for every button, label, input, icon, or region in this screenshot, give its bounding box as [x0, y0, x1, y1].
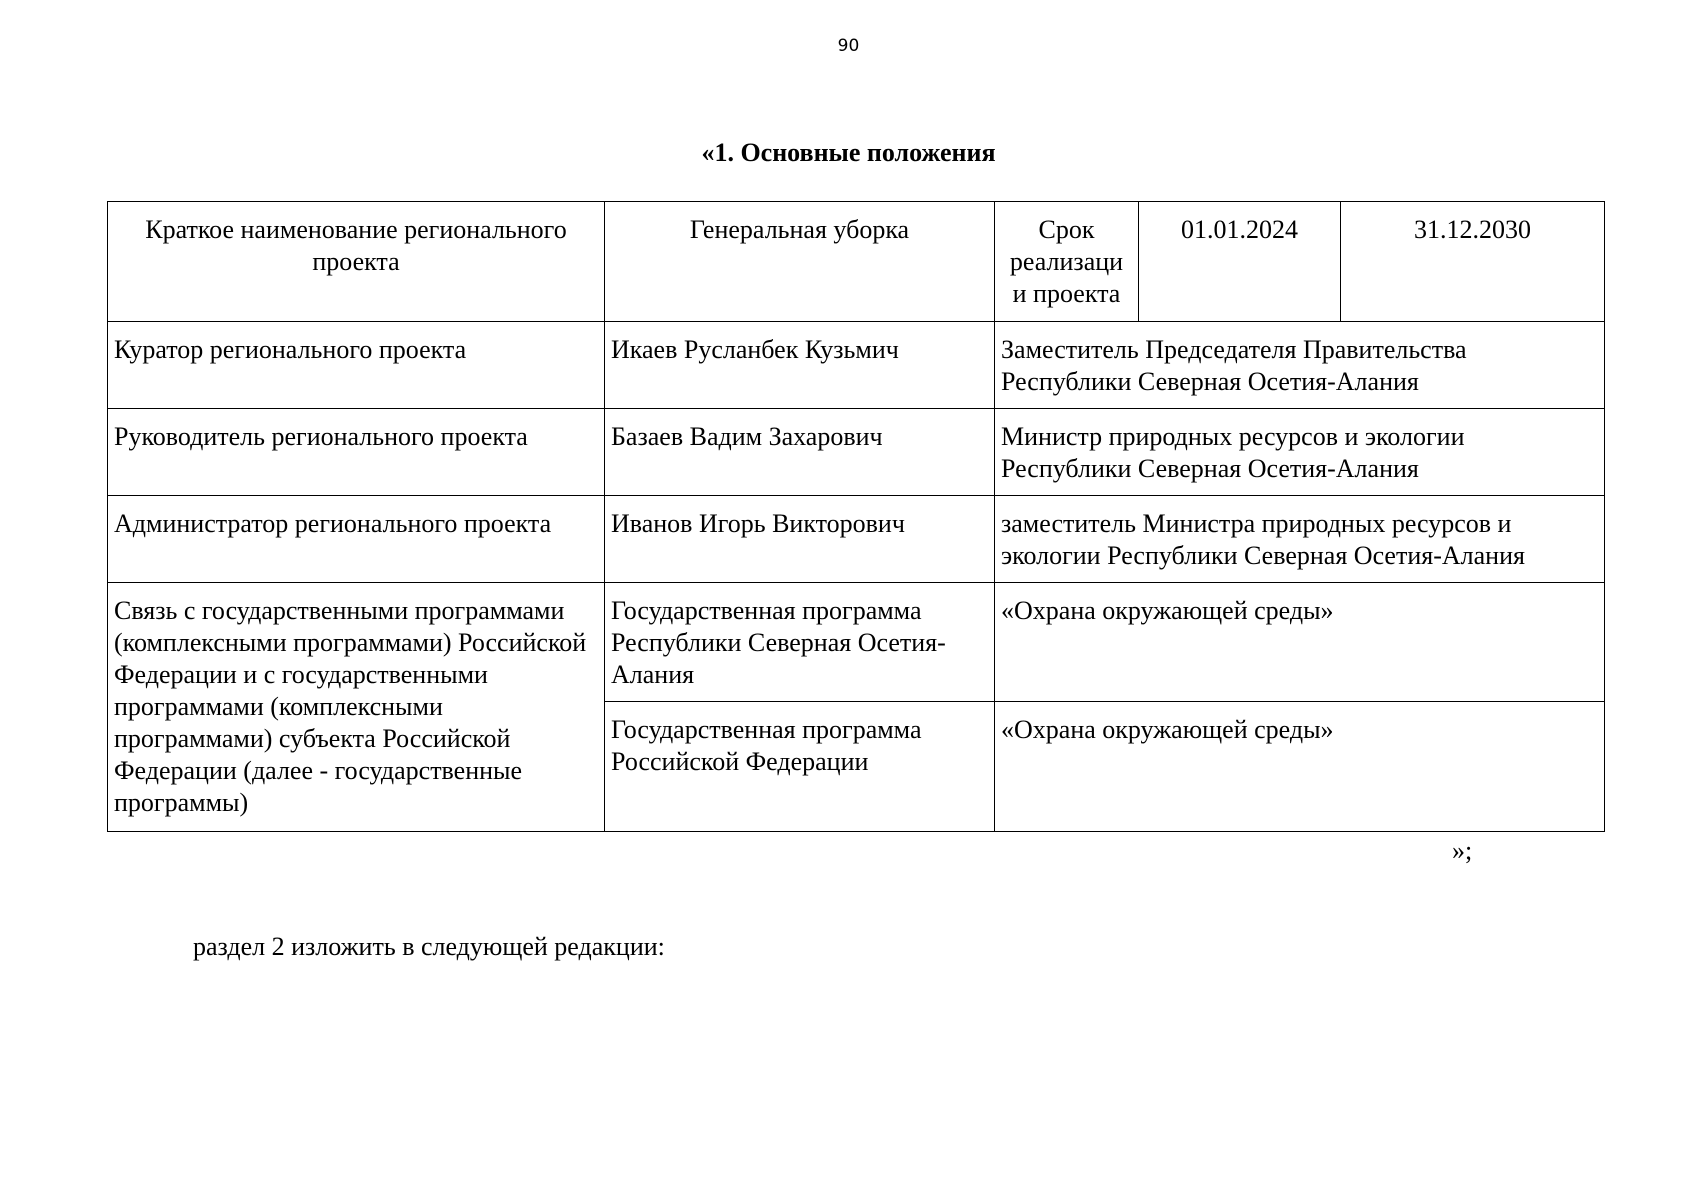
project-table	[107, 201, 1605, 832]
administrator-label: Администратор регионального проекта	[108, 496, 605, 583]
curator-position: Заместитель Председателя Правительства Республики Северная Осетия-Алания	[995, 322, 1605, 409]
head-position: Министр природных ресурсов и экологии Республики Северная Осетия-Алания	[995, 409, 1605, 496]
curator-label: Куратор регионального проекта	[108, 322, 605, 409]
federal-program-name: «Охрана окружающей среды»	[995, 702, 1605, 832]
regional-program-type: Государственная программа Республики Северная Осетия-Алания	[605, 583, 995, 702]
period-start: 01.01.2024	[1139, 202, 1341, 322]
administrator-position: заместитель Министра природных ресурсов и экологии Республики Северная Осетия-Алания	[995, 496, 1605, 583]
period-end: 31.12.2030	[1341, 202, 1605, 322]
instruction-text: раздел 2 изложить в следующей редакции:	[193, 932, 665, 961]
head-person: Базаев Вадим Захарович	[605, 409, 995, 496]
closing-quote: »;	[1452, 836, 1473, 865]
table-row	[108, 583, 1605, 702]
links-label: Связь с государственными программами (комплексными программами) Российской Федерации и с государственными программами (комплексными программами) субъекта Российской Федерации (далее - государственные программы)	[108, 583, 605, 832]
page-number: 90	[837, 36, 860, 56]
section-title: «1. Основные положения	[701, 138, 996, 167]
project-name-value: Генеральная уборка	[605, 202, 995, 322]
regional-program-name: «Охрана окружающей среды»	[995, 583, 1605, 702]
project-name-label: Краткое наименование регионального проекта	[108, 202, 605, 322]
table-row	[108, 322, 1605, 409]
table-row	[108, 202, 1605, 322]
table-row	[108, 409, 1605, 496]
curator-person: Икаев Русланбек Кузьмич	[605, 322, 995, 409]
table-row	[108, 496, 1605, 583]
head-label: Руководитель регионального проекта	[108, 409, 605, 496]
period-label: Срок реализаци и проекта	[995, 202, 1139, 322]
administrator-person: Иванов Игорь Викторович	[605, 496, 995, 583]
federal-program-type: Государственная программа Российской Федерации	[605, 702, 995, 832]
